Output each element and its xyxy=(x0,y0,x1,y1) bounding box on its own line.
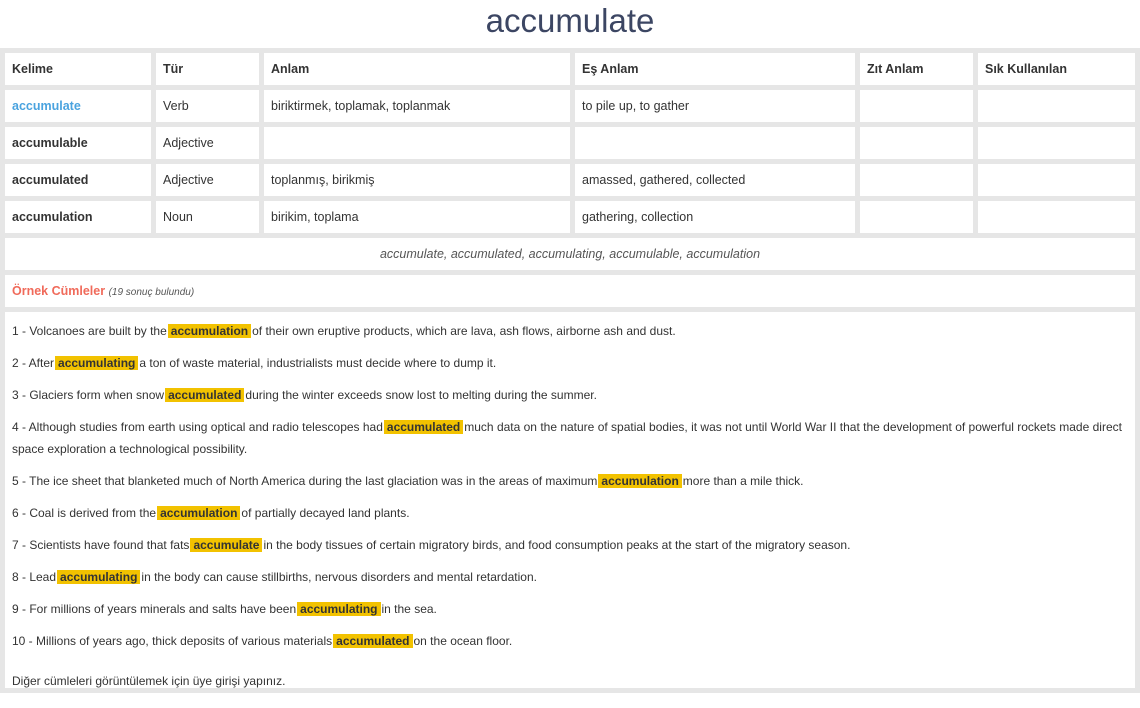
sentence-text: 8 - Lead xyxy=(12,570,57,584)
sentence-text: 9 - For millions of years minerals and salts have been xyxy=(12,602,297,616)
sentence-highlight: accumulating xyxy=(57,570,140,584)
antonym-cell xyxy=(860,164,973,196)
word-cell[interactable]: accumulate xyxy=(5,90,151,122)
sentence-text: in the body can cause stillbirths, nervous disorders and mental retardation. xyxy=(141,570,537,584)
header-anlam: Anlam xyxy=(264,53,570,85)
common-cell xyxy=(978,90,1135,122)
sentence-text: during the winter exceeds snow lost to melting during the summer. xyxy=(245,388,597,402)
examples-count: (19 sonuç bulundu) xyxy=(108,287,195,298)
sentence-highlight: accumulate xyxy=(190,538,262,552)
sentence-text: 10 - Millions of years ago, thick deposits of various materials xyxy=(12,634,333,648)
sentence-text: 1 - Volcanoes are built by the xyxy=(12,324,167,338)
common-cell xyxy=(978,127,1135,159)
sentence-highlight: accumulation xyxy=(598,474,681,488)
sentence-text: 5 - The ice sheet that blanketed much of North America during the last glaciation was in the areas of maximum xyxy=(12,474,598,488)
antonym-cell xyxy=(860,201,973,233)
word-cell: accumulated xyxy=(5,164,151,196)
sentence-text: more than a mile thick. xyxy=(682,474,804,488)
examples-row xyxy=(5,312,1135,688)
type-cell: Adjective xyxy=(156,164,259,196)
page-title: accumulate xyxy=(485,2,655,39)
sentence-text: much data on the nature of spatial bodies, it was not until World War II that the development of powerful rockets made direct space exploration a technological possibility. xyxy=(12,420,1122,456)
sentence-text: of partially decayed land plants. xyxy=(241,506,410,520)
login-note: Diğer cümleleri görüntülemek için üye girişi yapınız. xyxy=(12,674,286,688)
header-es-anlam: Eş Anlam xyxy=(575,53,855,85)
antonym-cell xyxy=(860,127,973,159)
examples-header-row xyxy=(5,275,1135,307)
sentence-text: 4 - Although studies from earth using optical and radio telescopes had xyxy=(12,420,383,434)
sentence-text: in the body tissues of certain migratory birds, and food consumption peaks at the start of the migratory season. xyxy=(263,538,851,552)
common-cell xyxy=(978,164,1135,196)
example-sentence xyxy=(12,598,1128,620)
antonym-cell xyxy=(860,90,973,122)
example-sentence xyxy=(12,566,1128,588)
example-sentence xyxy=(12,416,1128,460)
sentence-text: 7 - Scientists have found that fats xyxy=(12,538,190,552)
word-table xyxy=(0,48,1140,693)
word-forms: accumulate, accumulated, accumulating, accumulable, accumulation xyxy=(5,238,1135,270)
type-cell: Noun xyxy=(156,201,259,233)
synonym-cell xyxy=(575,127,855,159)
example-sentence xyxy=(12,352,1128,374)
synonym-cell: gathering, collection xyxy=(575,201,855,233)
table-row xyxy=(5,90,1135,122)
table-header-row xyxy=(5,53,1135,85)
sentence-text: a ton of waste material, industrialists must decide where to dump it. xyxy=(139,356,497,370)
sentence-highlight: accumulated xyxy=(384,420,463,434)
meaning-cell: biriktirmek, toplamak, toplanmak xyxy=(264,90,570,122)
table-row xyxy=(5,164,1135,196)
sentence-text: 3 - Glaciers form when snow xyxy=(12,388,165,402)
synonym-cell: amassed, gathered, collected xyxy=(575,164,855,196)
common-cell xyxy=(978,201,1135,233)
example-sentence xyxy=(12,320,1128,342)
meaning-cell xyxy=(264,127,570,159)
sentence-text: 2 - After xyxy=(12,356,55,370)
sentence-highlight: accumulation xyxy=(157,506,240,520)
sentence-text: of their own eruptive products, which are lava, ash flows, airborne ash and dust. xyxy=(252,324,676,338)
examples-list xyxy=(5,312,1135,688)
example-sentence xyxy=(12,384,1128,406)
header-tur: Tür xyxy=(156,53,259,85)
sentence-highlight: accumulation xyxy=(168,324,251,338)
sentence-text: 6 - Coal is derived from the xyxy=(12,506,157,520)
examples-title: Örnek Cümleler xyxy=(12,284,106,298)
table-row xyxy=(5,127,1135,159)
word-cell: accumulation xyxy=(5,201,151,233)
example-sentence xyxy=(12,534,1128,556)
sentence-text: on the ocean floor. xyxy=(413,634,513,648)
meaning-cell: birikim, toplama xyxy=(264,201,570,233)
meaning-cell: toplanmış, birikmiş xyxy=(264,164,570,196)
sentence-highlight: accumulated xyxy=(165,388,244,402)
sentence-highlight: accumulating xyxy=(55,356,138,370)
sentence-highlight: accumulating xyxy=(297,602,380,616)
examples-header xyxy=(5,275,1135,307)
example-sentence xyxy=(12,502,1128,524)
table-row xyxy=(5,201,1135,233)
example-sentence xyxy=(12,630,1128,652)
type-cell: Verb xyxy=(156,90,259,122)
header-kelime: Kelime xyxy=(5,53,151,85)
type-cell: Adjective xyxy=(156,127,259,159)
sentence-text: in the sea. xyxy=(381,602,437,616)
header-sik-kullanilan: Sık Kullanılan xyxy=(978,53,1135,85)
synonym-cell: to pile up, to gather xyxy=(575,90,855,122)
sentence-highlight: accumulated xyxy=(333,634,412,648)
word-cell: accumulable xyxy=(5,127,151,159)
forms-row xyxy=(5,238,1135,270)
example-sentence xyxy=(12,470,1128,492)
header-zit-anlam: Zıt Anlam xyxy=(860,53,973,85)
